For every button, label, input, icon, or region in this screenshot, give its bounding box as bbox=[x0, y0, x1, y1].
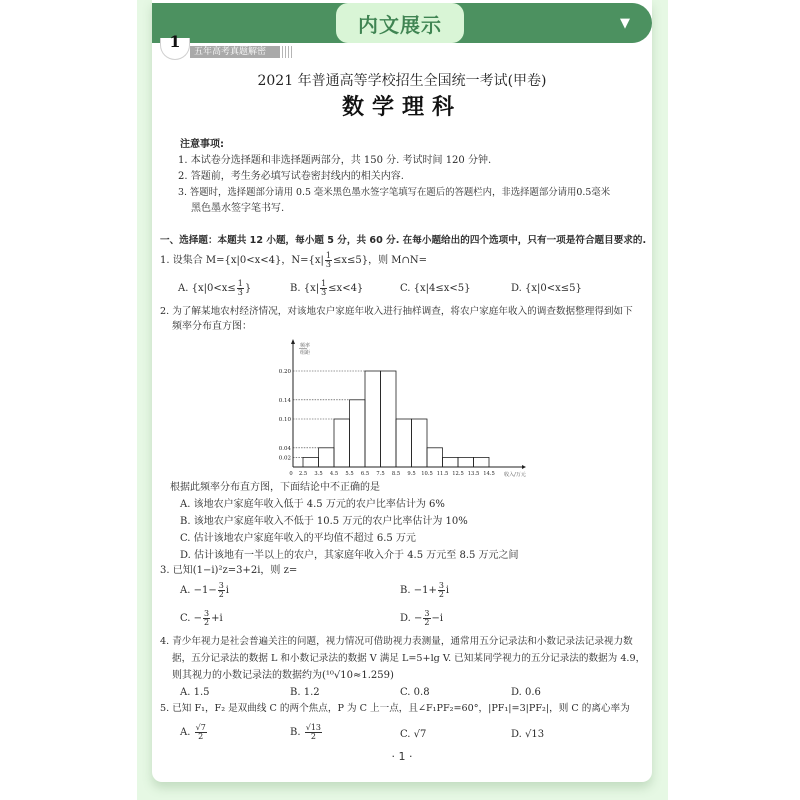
svg-text:0.20: 0.20 bbox=[278, 369, 291, 375]
page-number: · 1 · bbox=[391, 750, 413, 763]
exam-title: 2021 年普通高等学校招生全国统一考试(甲卷) bbox=[257, 73, 547, 89]
question-5-option-b: B. $\frac{√13}{2}$ bbox=[290, 723, 321, 741]
svg-text:3.5: 3.5 bbox=[314, 471, 323, 477]
svg-text:频率: 频率 bbox=[300, 343, 311, 349]
svg-text:7.5: 7.5 bbox=[376, 471, 385, 477]
frequency-histogram bbox=[260, 335, 560, 480]
question-4-option-c: C. 0.8 bbox=[400, 687, 430, 698]
svg-text:0.10: 0.10 bbox=[278, 417, 291, 423]
question-5-stem: 5. 已知 F₁，F₂ 是双曲线 C 的两个焦点，P 为 C 上一点，且∠F₁PF₂=60°，|PF₁|=3|PF₂|，则 C 的离心率为 bbox=[160, 703, 630, 714]
notice-item: 1. 本试卷分选择题和非选择题两部分，共 150 分. 考试时间 120 分钟. bbox=[178, 155, 492, 166]
question-3-option-b: B. −1+ $\frac{3}{2}$ i bbox=[400, 581, 450, 599]
svg-text:0: 0 bbox=[289, 471, 293, 477]
notice-item: 2. 答题前，考生务必填写试卷密封线内的相关内容. bbox=[178, 171, 404, 182]
notice-item: 3. 答题时，选择题部分请用 0.5 毫米黑色墨水签字笔填写在题后的答题栏内，非选择题部分请用0.5毫米 bbox=[178, 187, 611, 198]
question-5-option-c: C. √7 bbox=[400, 729, 427, 740]
svg-text:0.04: 0.04 bbox=[278, 445, 291, 452]
question-4-option-d: D. 0.6 bbox=[511, 687, 541, 698]
question-2-option-b: B. 该地农户家庭年收入不低于 10.5 万元的农户比率估计为 10% bbox=[180, 516, 468, 527]
collapse-toggle-icon[interactable]: ▼ bbox=[620, 15, 630, 31]
svg-text:6.5: 6.5 bbox=[360, 471, 370, 477]
question-4-stem: 4. 青少年视力是社会普遍关注的问题，视力情况可借助视力表测量，通常用五分记录法和小数记录法记录视力数 bbox=[160, 636, 633, 647]
series-label: 五年高考真题解密 bbox=[190, 46, 280, 58]
svg-text:4.5: 4.5 bbox=[329, 471, 339, 477]
question-5-option-d: D. √13 bbox=[511, 729, 545, 740]
svg-text:组距: 组距 bbox=[300, 350, 311, 356]
svg-text:10.5: 10.5 bbox=[421, 471, 433, 477]
question-1-option-d: D. {x|0<x≤5} bbox=[511, 283, 582, 294]
svg-text:5.5: 5.5 bbox=[345, 471, 354, 477]
question-4-option-b: B. 1.2 bbox=[290, 687, 320, 698]
svg-text:14.5: 14.5 bbox=[483, 471, 495, 477]
svg-text:0.02: 0.02 bbox=[278, 455, 291, 462]
subject-title: 数学理科 bbox=[341, 94, 462, 120]
question-2-prompt: 根据此频率分布直方图，下面结论中不正确的是 bbox=[170, 482, 380, 493]
svg-text:收入/万元: 收入/万元 bbox=[504, 472, 526, 478]
question-3-option-d: D. − $\frac{3}{2}$ −i bbox=[400, 609, 444, 627]
question-2-option-c: C. 估计该地农户家庭年收入的平均值不超过 6.5 万元 bbox=[180, 533, 416, 544]
question-3-option-a: A. −1− $\frac{3}{2}$ i bbox=[180, 581, 229, 599]
question-4-stem: 则其视力的小数记录法的数据约为(¹⁰√10≈1.259) bbox=[172, 670, 394, 681]
question-2-stem: 2. 为了解某地农村经济情况，对该地农户家庭年收入进行抽样调查，将农户家庭年收入的调查数据整理得到如下 bbox=[160, 306, 633, 317]
question-4-stem: 据，五分记录法的数据 L 和小数记录法的数据 V 满足 L=5+lg V. 已知某同学视力的五分记录法的数据为 4.9， bbox=[172, 653, 646, 664]
notice-item: 黑色墨水签字笔书写. bbox=[191, 203, 285, 214]
question-2-option-d: D. 估计该地有一半以上的农户，其家庭年收入介于 4.5 万元至 8.5 万元之间 bbox=[180, 550, 519, 561]
svg-text:0.14: 0.14 bbox=[278, 397, 291, 404]
question-1-option-c: C. {x|4≤x<5} bbox=[400, 283, 471, 294]
question-3-stem: 3. 已知(1−i)²z=3+2i，则 z= bbox=[160, 565, 298, 576]
svg-text:12.5: 12.5 bbox=[452, 471, 464, 477]
question-1-option-b: B. {x| $\frac{1}{3}$ ≤x<4} bbox=[290, 279, 364, 297]
svg-text:2.5: 2.5 bbox=[298, 471, 308, 477]
header-title: 内文展示 bbox=[336, 3, 464, 43]
question-1-stem: 1. 设集合 M={x|0<x<4}，N={x| $\frac{1}{3}$ ≤x≤5}，则 M∩N= bbox=[160, 251, 428, 269]
question-5-option-a: A. $\frac{√7}{2}$ bbox=[180, 723, 206, 741]
section-heading: 一、选择题：本题共 12 小题，每小题 5 分，共 60 分. 在每小题给出的四个选项中，只有一项是符合题目要求的. bbox=[160, 235, 647, 246]
notice-heading: 注意事项: bbox=[180, 139, 224, 150]
question-4-option-a: A. 1.5 bbox=[180, 687, 210, 698]
svg-text:13.5: 13.5 bbox=[467, 471, 480, 477]
question-3-option-c: C. − $\frac{3}{2}$ +i bbox=[180, 609, 223, 627]
question-1-option-a: A. {x|0<x≤ $\frac{1}{3}$ } bbox=[178, 279, 252, 297]
svg-text:11.5: 11.5 bbox=[436, 471, 449, 477]
question-2-stem: 频率分布直方图： bbox=[172, 321, 252, 332]
chapter-badge: 1 bbox=[160, 38, 190, 60]
question-2-option-a: A. 该地农户家庭年收入低于 4.5 万元的农户比率估计为 6% bbox=[180, 499, 445, 510]
svg-text:8.5: 8.5 bbox=[391, 471, 401, 477]
decorative-stripes bbox=[282, 46, 292, 58]
svg-text:9.5: 9.5 bbox=[407, 471, 416, 477]
